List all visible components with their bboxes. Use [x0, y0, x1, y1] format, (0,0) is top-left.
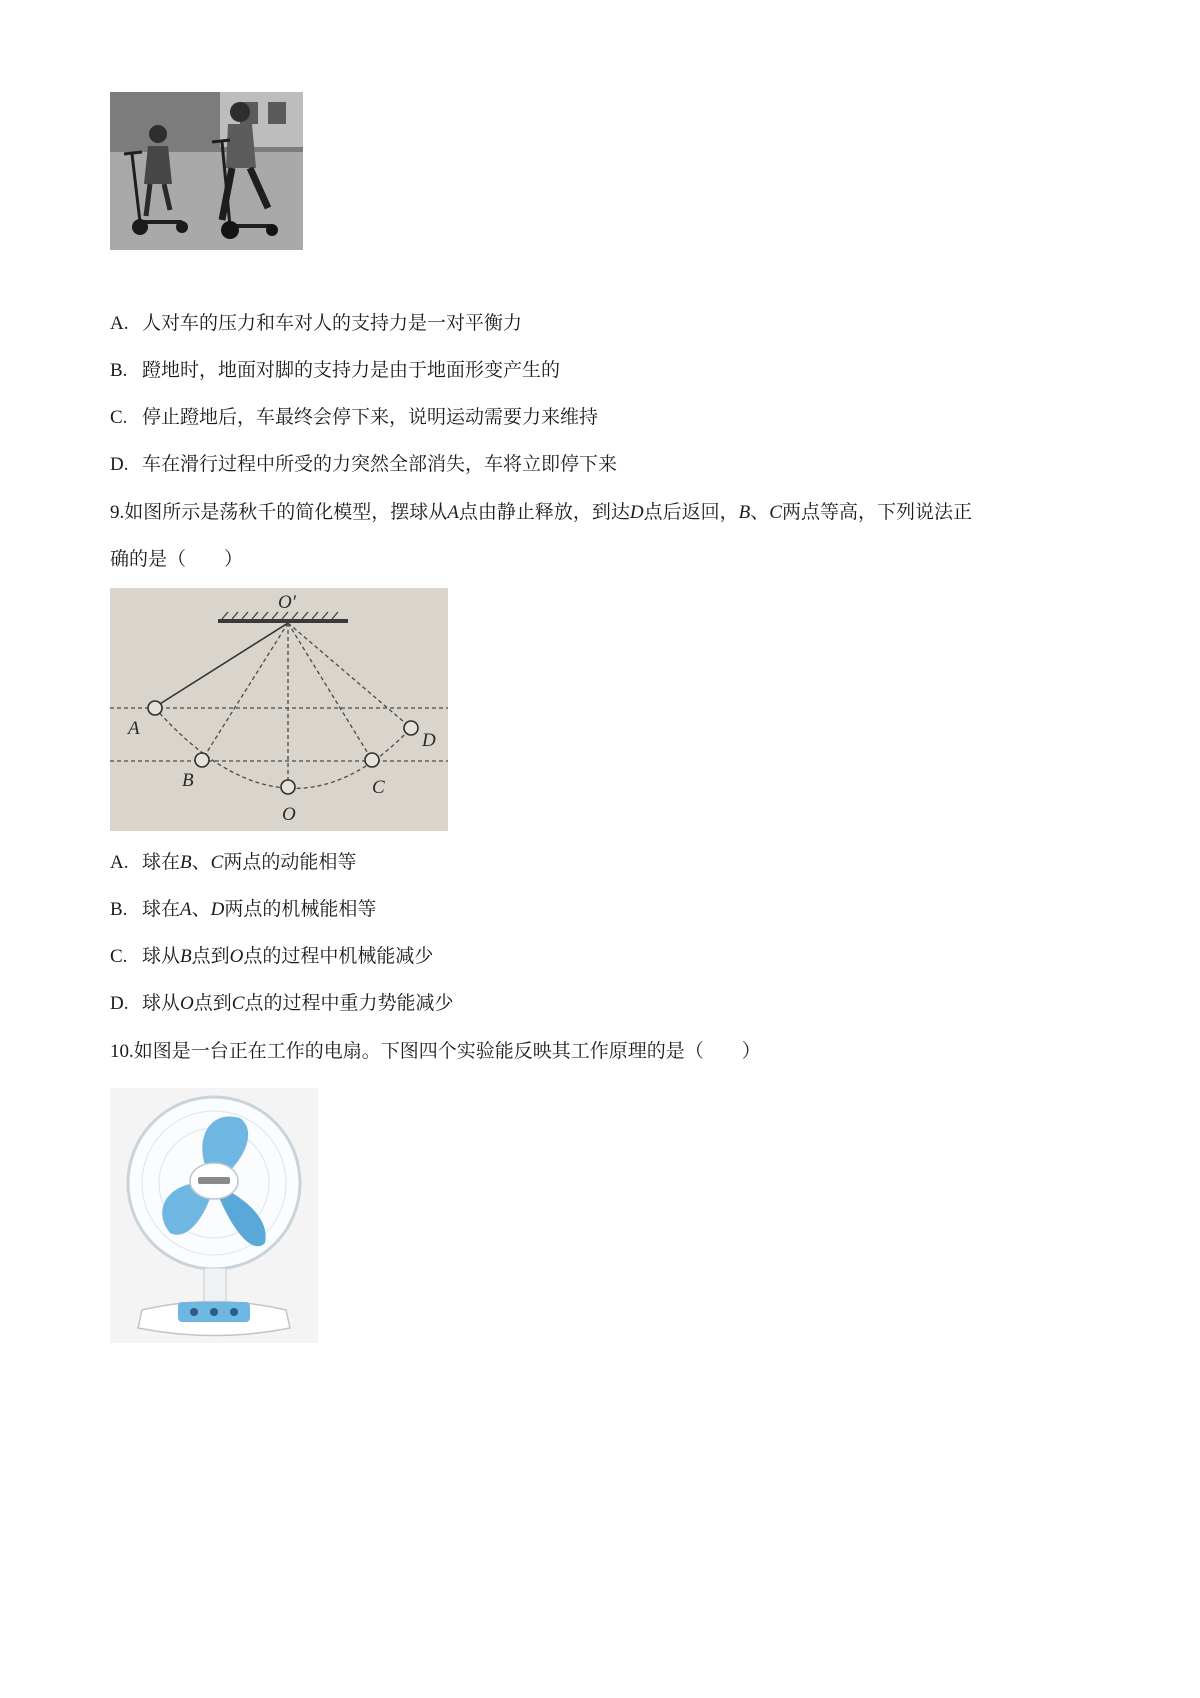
stem-text: 确的是（ ）	[110, 548, 244, 570]
option-text: 蹬地时，地面对脚的支持力是由于地面形变产生的	[142, 359, 561, 381]
q8-option-a	[110, 310, 522, 337]
pendulum-diagram	[110, 588, 448, 831]
option-key: D.	[110, 454, 129, 475]
option-text: 停止蹬地后，车最终会停下来，说明运动需要力来维持	[142, 406, 599, 428]
label-o-prime: O′	[278, 592, 296, 613]
label-a: A	[128, 718, 140, 739]
q9-option-b	[110, 896, 376, 923]
stem-text: 如图所示是荡秋千的简化模型，摆球从	[124, 501, 448, 523]
point-label: B	[738, 502, 751, 523]
option-text: 两点的动能相等	[223, 851, 357, 873]
point-label: C	[769, 502, 782, 523]
option-text: 点到	[193, 992, 232, 1014]
option-text: 球从	[142, 992, 181, 1014]
label-b: B	[182, 770, 194, 791]
point-label: A	[447, 502, 459, 523]
point-label: D	[629, 502, 644, 523]
stem-text: 点后返回，	[643, 501, 739, 523]
stem-text: 两点等高，下列说法正	[781, 501, 972, 523]
q9-stem-line2	[110, 546, 243, 572]
q9-option-d	[110, 990, 453, 1017]
scooter-photo	[110, 92, 303, 250]
option-text: 球从	[142, 945, 181, 967]
option-text: 两点的机械能相等	[224, 898, 377, 920]
electric-fan-photo	[110, 1088, 318, 1343]
option-text: 车在滑行过程中所受的力突然全部消失，车将立即停下来	[142, 453, 618, 475]
q9-option-a	[110, 849, 356, 876]
option-key: D.	[110, 993, 129, 1014]
point-label: C	[210, 852, 224, 873]
option-key: A.	[110, 313, 129, 334]
q10-stem	[110, 1038, 761, 1065]
point-label: O	[180, 993, 194, 1014]
point-label: D	[210, 899, 225, 920]
q9-stem-line1	[110, 499, 972, 526]
q8-option-c	[110, 404, 598, 431]
option-key: A.	[110, 852, 129, 873]
option-text: 球在	[142, 898, 181, 920]
option-text: 球在	[142, 851, 181, 873]
option-key: B.	[110, 360, 128, 381]
option-text: 、	[191, 898, 211, 920]
q9-option-c	[110, 943, 433, 970]
option-text: 、	[191, 851, 211, 873]
q8-option-b	[110, 357, 560, 384]
label-o: O	[282, 804, 296, 825]
option-text: 人对车的压力和车对人的支持力是一对平衡力	[142, 312, 523, 334]
point-label: C	[231, 993, 245, 1014]
option-key: B.	[110, 899, 128, 920]
stem-text: 如图是一台正在工作的电扇。下图四个实验能反映其工作原理的是（ ）	[133, 1040, 761, 1062]
question-number: 10.	[110, 1041, 134, 1062]
option-key: C.	[110, 946, 128, 967]
label-c: C	[372, 777, 385, 798]
option-text: 点的过程中重力势能减少	[244, 992, 454, 1014]
option-text: 点的过程中机械能减少	[243, 945, 434, 967]
stem-text: 点由静止释放，到达	[458, 501, 630, 523]
q8-option-d	[110, 451, 617, 478]
point-label: B	[180, 852, 192, 873]
option-text: 点到	[191, 945, 230, 967]
label-d: D	[422, 730, 436, 751]
stem-text: 、	[750, 501, 770, 523]
option-key: C.	[110, 407, 128, 428]
point-label: B	[180, 946, 192, 967]
point-label: O	[229, 946, 244, 967]
question-number: 9.	[110, 502, 125, 523]
point-label: A	[180, 899, 192, 920]
